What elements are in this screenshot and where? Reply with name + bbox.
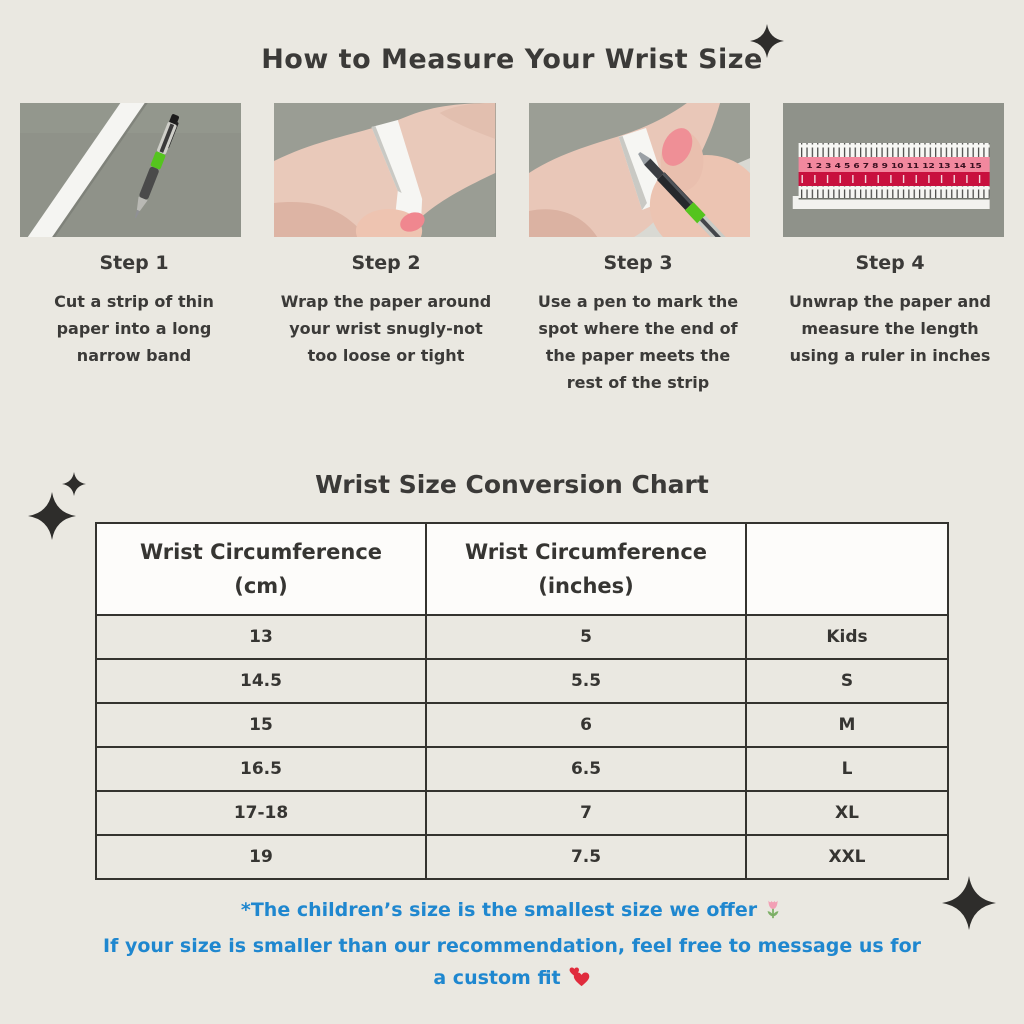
sparkle-icon — [750, 24, 784, 58]
steps-row — [8, 252, 1016, 396]
table-row — [96, 747, 948, 791]
table-header-row — [96, 523, 948, 615]
ruler-illustration — [783, 103, 1004, 237]
cell-inches: 6.5 — [426, 747, 746, 791]
cell-cm: 19 — [96, 835, 426, 879]
table-row — [96, 659, 948, 703]
cell-size: S — [746, 659, 948, 703]
step4-description: Unwrap the paper and measure the length using a ruler in inches — [789, 292, 991, 365]
footer-line-3: a custom fit — [0, 962, 1024, 998]
cell-inches: 7.5 — [426, 835, 746, 879]
table-row — [96, 615, 948, 659]
table-row — [96, 835, 948, 879]
footer-line-1: *The children’s size is the smallest size we offer — [0, 894, 1024, 930]
pen-marking-illustration — [529, 103, 750, 237]
step3-description: Use a pen to mark the spot where the end of the paper meets the rest of the strip — [537, 292, 739, 392]
ruler-numbers: 1 2 3 4 5 6 7 8 9 10 11 12 13 14 15 — [806, 161, 982, 171]
step4-label: Step 4 — [855, 252, 925, 274]
cell-cm: 14.5 — [96, 659, 426, 703]
cell-cm: 15 — [96, 703, 426, 747]
step4-photo — [783, 103, 1004, 237]
cell-inches: 5 — [426, 615, 746, 659]
cell-inches: 5.5 — [426, 659, 746, 703]
ruler-icon — [798, 143, 989, 200]
cell-cm: 16.5 — [96, 747, 426, 791]
cell-size: XXL — [746, 835, 948, 879]
step2-label: Step 2 — [351, 252, 421, 274]
table-row — [96, 703, 948, 747]
cell-size: L — [746, 747, 948, 791]
sparkle-icon — [28, 492, 76, 540]
two-hearts-icon — [567, 966, 591, 998]
step-3 — [512, 252, 764, 396]
step1-description: Cut a strip of thin paper into a long narrow band — [54, 292, 214, 365]
step1-photo — [20, 103, 241, 237]
header-inches: Wrist Circumference (inches) — [426, 523, 746, 615]
step-photos-row — [20, 103, 1004, 237]
step2-photo — [274, 103, 495, 237]
step-2 — [260, 252, 512, 396]
cell-size: Kids — [746, 615, 948, 659]
step3-photo — [529, 103, 750, 237]
conversion-chart-title: Wrist Size Conversion Chart — [315, 470, 709, 499]
footer-line-2: If your size is smaller than our recommendation, feel free to message us for — [103, 935, 921, 957]
tulip-icon — [763, 898, 783, 930]
cell-inches: 7 — [426, 791, 746, 835]
header-size — [746, 523, 948, 615]
wrist-size-table — [95, 522, 949, 880]
page-title: How to Measure Your Wrist Size — [261, 44, 763, 75]
sparkle-icon — [942, 876, 996, 930]
header-cm: Wrist Circumference (cm) — [96, 523, 426, 615]
cell-size: M — [746, 703, 948, 747]
paper-strip-and-pencil-illustration — [20, 103, 241, 237]
step2-description: Wrap the paper around your wrist snugly-not too loose or tight — [280, 292, 492, 365]
cell-size: XL — [746, 791, 948, 835]
step1-label: Step 1 — [99, 252, 169, 274]
wrist-wrap-illustration — [274, 103, 495, 237]
step3-label: Step 3 — [603, 252, 673, 274]
step-1 — [8, 252, 260, 396]
step-4 — [764, 252, 1016, 396]
cell-cm: 17-18 — [96, 791, 426, 835]
table-row — [96, 791, 948, 835]
footer-note — [0, 894, 1024, 998]
cell-inches: 6 — [426, 703, 746, 747]
cell-cm: 13 — [96, 615, 426, 659]
